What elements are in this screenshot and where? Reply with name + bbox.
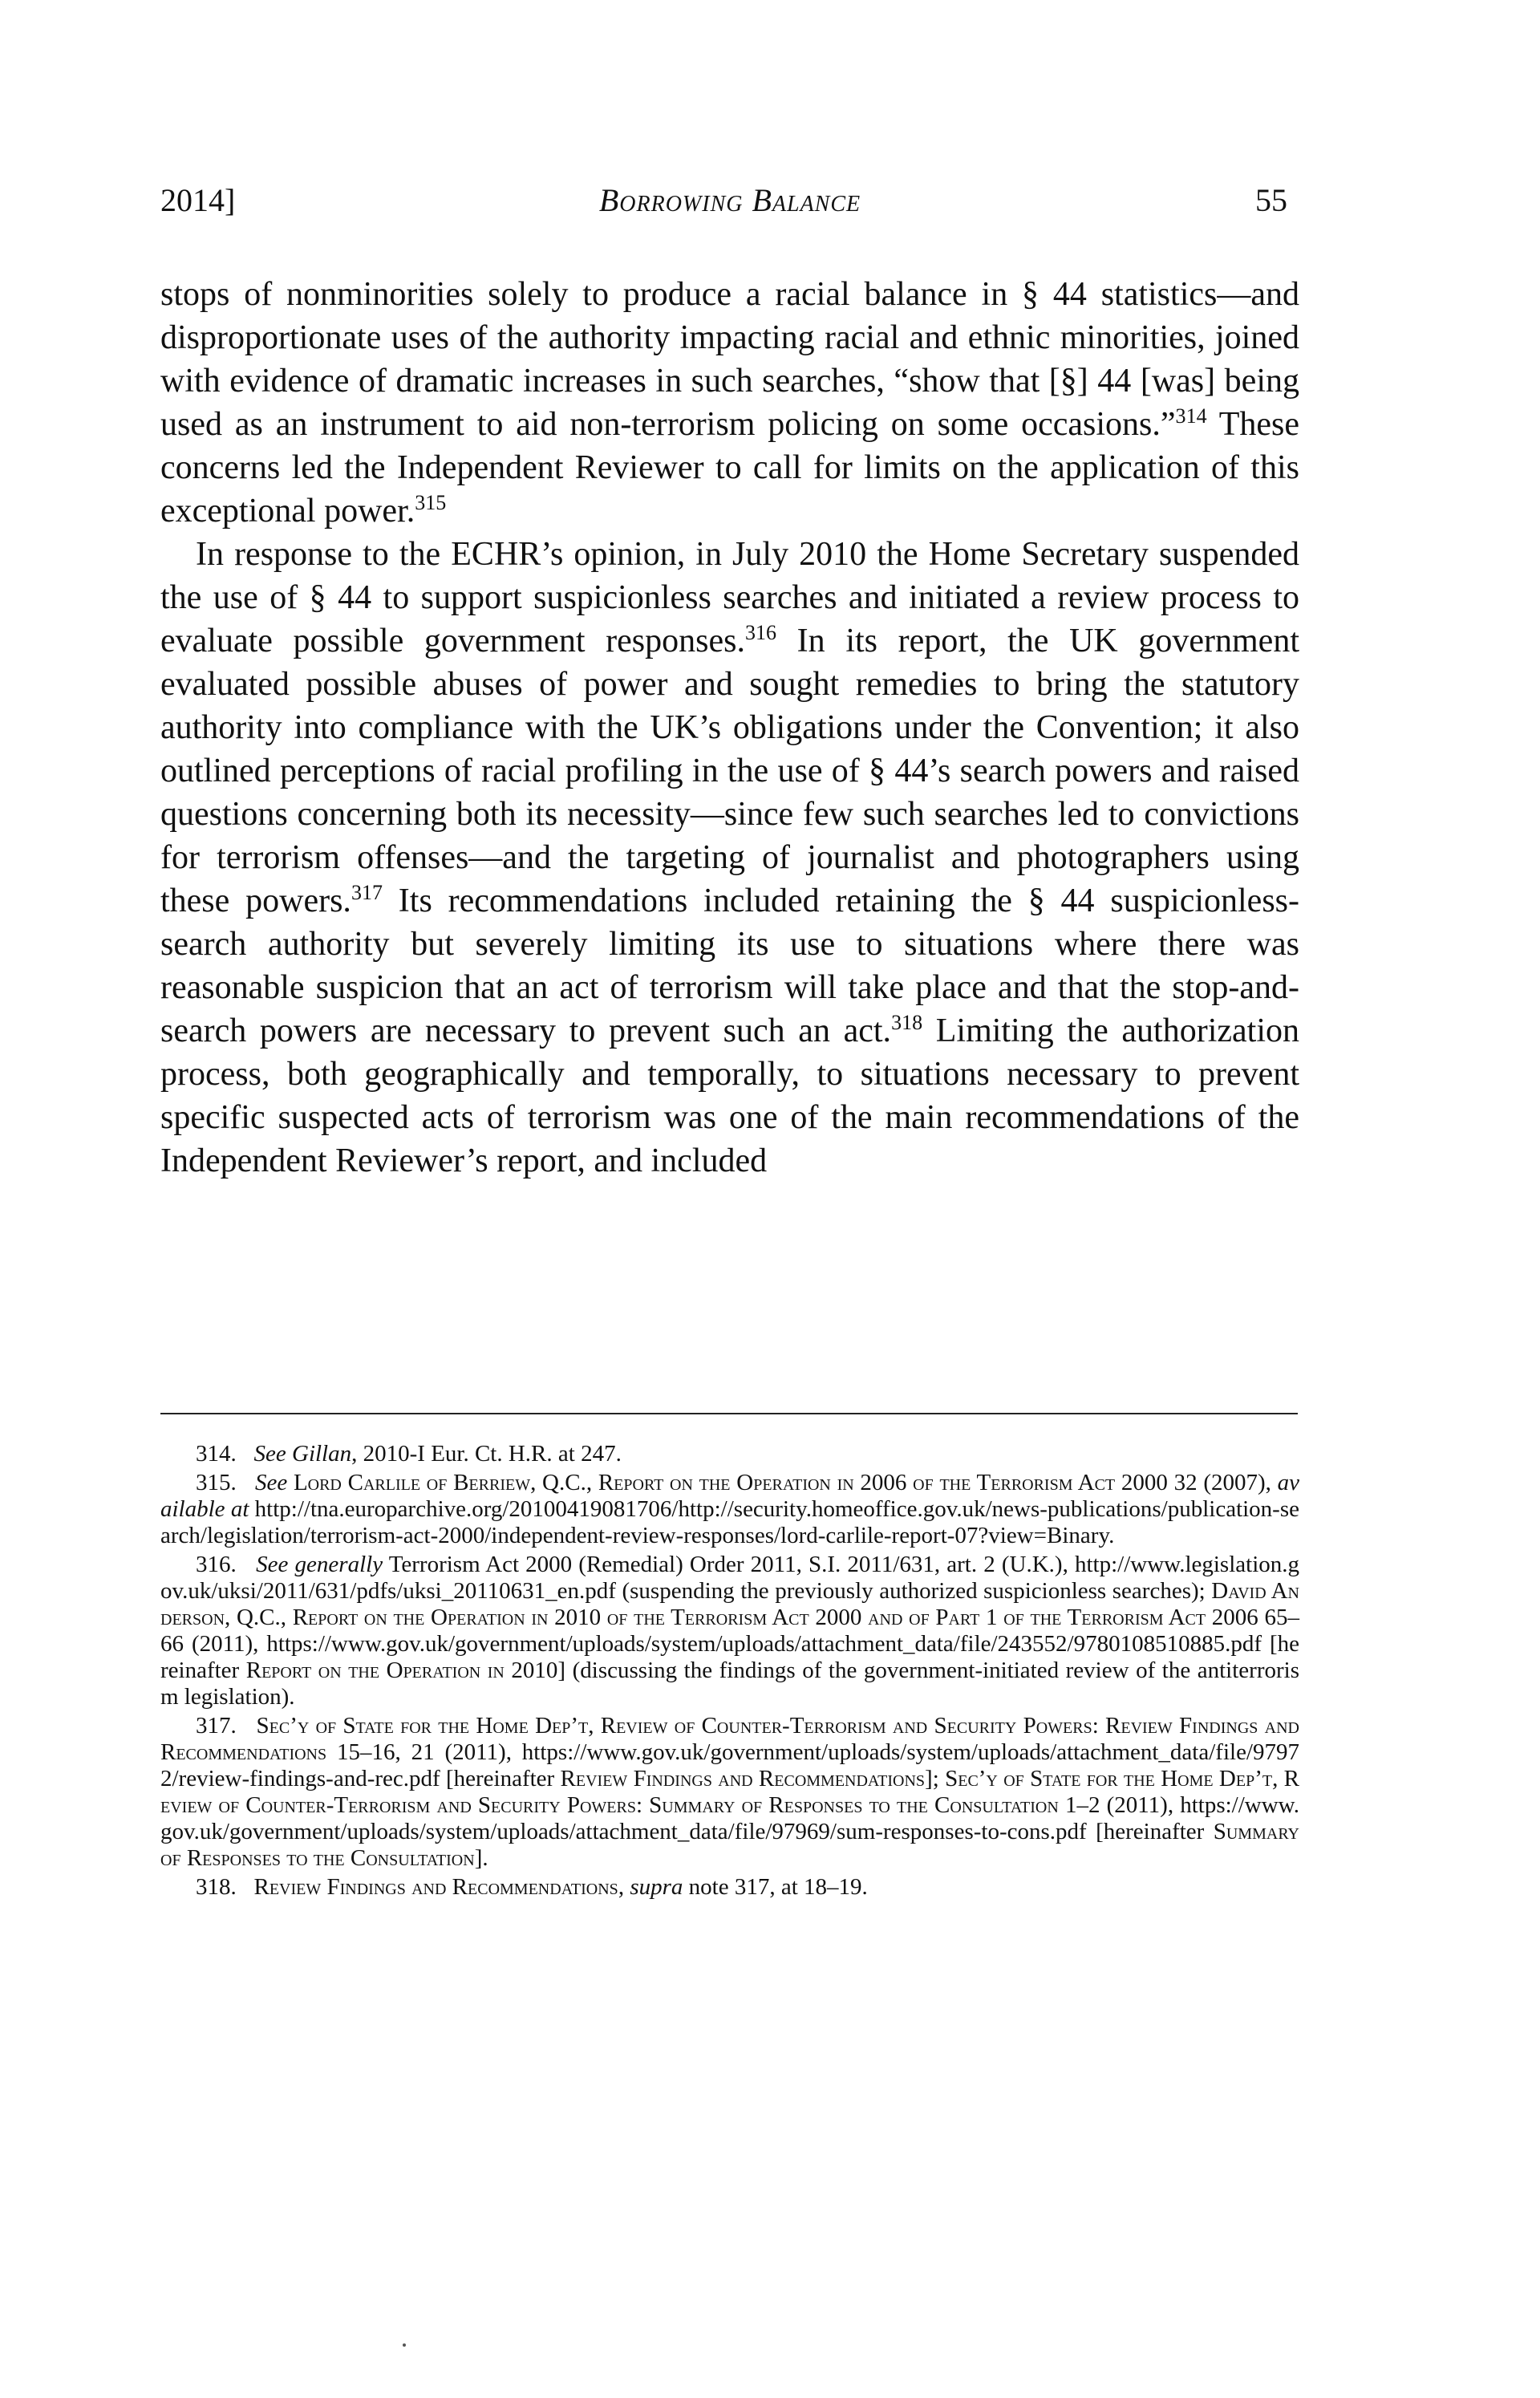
header-title: Borrowing Balance — [598, 182, 861, 218]
paragraph-1 — [160, 273, 1299, 533]
footnote-314 — [160, 1441, 1299, 1467]
main-text — [160, 273, 1299, 1183]
running-header — [160, 181, 1299, 229]
footnote-315 — [160, 1470, 1299, 1549]
footnote-ref-314: 314 — [1175, 404, 1207, 428]
citation-text: , 2010-I Eur. Ct. H.R. at 247. — [351, 1441, 622, 1467]
citation-text: ]; — [925, 1766, 946, 1791]
paragraph-2-text-c: Its recommendations included retaining the § 44 suspicionless-search authority but severely limiting its use to situations where there was reasonable suspicion that an act of terrorism will take place and that the stop-and-search powers are necessary to prevent such an act. — [160, 883, 1300, 1049]
footnote-number: 317. — [196, 1713, 237, 1739]
source-title: David Anderson, Q.C., Report on the Operation in 2010 of the Terrorism Act 2000 and of Part 1 of the Terrorism Act 2006 — [160, 1578, 1299, 1630]
supra-signal: supra — [630, 1874, 683, 1900]
citation-text: ] (discussing the findings of the government-initiated review of the antiterrorism legislation). — [160, 1658, 1299, 1710]
paragraph-2-text-b: In its report, the UK government evaluated possible abuses of power and sought remedies to bring the statutory authority into compliance with the UK’s obligations under the Convention; it also outlined perceptions of racial profiling in the use of § 44’s search powers and raised questions concerning both its necessity—since few such searches led to convictions for terrorism offenses—and the targeting of journalist and photographers using these powers. — [160, 623, 1299, 919]
footnote-317 — [160, 1713, 1299, 1872]
paragraph-2-text-a: In response to the ECHR’s opinion, in July 2010 the Home Secretary suspended the use of § 44 to support suspicionless searches and initiated a review process to evaluate possible government responses. — [160, 536, 1299, 659]
citation-text: ]. — [474, 1845, 488, 1871]
header-year: 2014] — [160, 182, 236, 218]
citation-signal: See — [254, 1470, 288, 1495]
paragraph-2-text-d: Limiting the authorization process, both geographically and temporally, to situations necessary to prevent specific suspected acts of terrorism was one of the main recommendations of the Independent Reviewer’s report, and included — [160, 1012, 1299, 1179]
case-name: Gillan — [292, 1441, 352, 1467]
paragraph-1-text-b: These concerns led the Independent Reviewer to call for limits on the application of this exceptional power. — [160, 406, 1299, 530]
citation-text: 65–66 (2011), https://www.gov.uk/government/uploads/system/uploads/attachment_data/file/243552/9780108510885.pdf [hereinafter — [160, 1605, 1300, 1683]
paragraph-2 — [160, 533, 1299, 1183]
footnote-divider — [160, 1413, 1298, 1414]
citation-text: , — [618, 1874, 630, 1900]
footnote-ref-316: 316 — [744, 621, 777, 644]
footnote-ref-318: 318 — [891, 1011, 923, 1034]
citation-text: note 317, at 18–19. — [683, 1874, 868, 1900]
citation-text: 15–16, 21 (2011), https://www.gov.uk/government/uploads/system/uploads/attachment_data/file/97972/review-findings-and-rec.pdf [hereinafter — [160, 1739, 1299, 1791]
citation-signal: See — [253, 1441, 286, 1467]
available-at: available at — [160, 1470, 1300, 1522]
source-title: Sec’y of State for the Home Dep’t, Review of Counter-Terrorism and Security Powers: Review Findings and Recommendations — [160, 1713, 1299, 1765]
short-title: Summary of Responses to the Consultation — [160, 1819, 1299, 1871]
source-url: http://tna.europarchive.org/20100419081706/http://security.homeoffice.gov.uk/news-publications/publication-search/legislation/terrorism-act-2000/independent-review-responses/lord-carlile-report-07?view=Binary. — [160, 1496, 1299, 1548]
footnote-318 — [160, 1874, 1299, 1901]
footnotes — [160, 1441, 1299, 1901]
footnote-ref-315: 315 — [415, 491, 447, 514]
footnote-number: 315. — [196, 1470, 237, 1495]
footnote-number: 318. — [196, 1874, 237, 1900]
citation-text: 1–2 (2011), https://www.gov.uk/government/uploads/system/uploads/attachment_data/file/97969/sum-responses-to-cons.pdf [hereinafter — [160, 1792, 1299, 1844]
footnote-number: 314. — [196, 1441, 237, 1467]
page-number: 55 — [1255, 182, 1287, 218]
citation-text: Terrorism Act 2000 (Remedial) Order 2011, S.I. 2011/631, art. 2 (U.K.), http://www.legislation.gov.uk/uksi/2011/631/pdfs/uksi_20110631_en.pdf (suspending the previously authorized suspicionless searches); — [160, 1552, 1300, 1604]
short-title: Review Findings and Recommendations — [560, 1766, 926, 1791]
source-title: Sec’y of State for the Home Dep’t, Review of Counter-Terrorism and Security Powers: Summary of Responses to the Consultation — [160, 1766, 1299, 1818]
footnote-ref-317: 317 — [351, 881, 383, 904]
footnote-number: 316. — [196, 1552, 237, 1577]
scan-speck — [403, 2343, 406, 2347]
short-title: Review Findings and Recommendations — [253, 1874, 618, 1900]
footnote-316 — [160, 1552, 1299, 1710]
citation-text: 32 (2007), — [1167, 1470, 1278, 1495]
short-title: Report on the Operation in 2010 — [245, 1658, 558, 1683]
paragraph-1-text-a: stops of nonminorities solely to produce a racial balance in § 44 statistics—and disproportionate uses of the authority impacting racial and ethnic minorities, joined with evidence of dramatic increases in such searches, “show that [§] 44 [was] being used as an instrument to aid non-terrorism policing on some occasions.” — [160, 276, 1299, 443]
source-title: Lord Carlile of Berriew, Q.C., Report on the Operation in 2006 of the Terrorism Act 2000 — [293, 1470, 1168, 1495]
citation-signal: See generally — [256, 1552, 383, 1577]
